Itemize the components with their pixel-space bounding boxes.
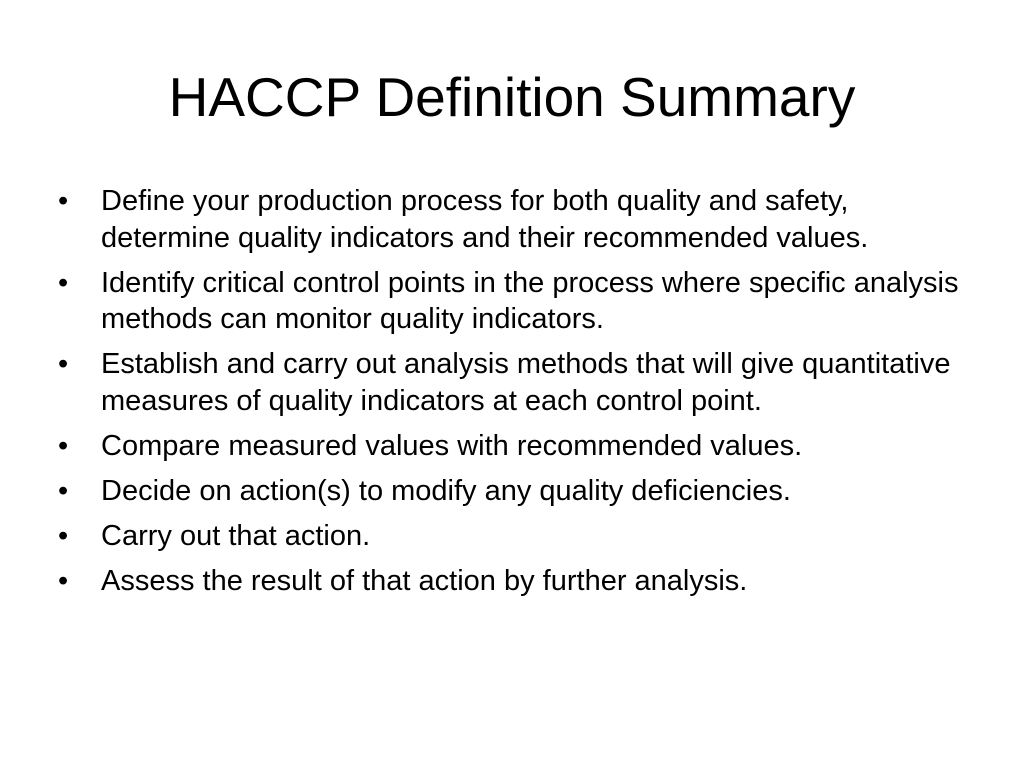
bullet-item xyxy=(58,428,978,465)
bullet-icon: • xyxy=(58,519,69,552)
bullet-icon: • xyxy=(58,474,69,507)
bullet-icon: • xyxy=(58,348,69,380)
bullet-text: Decide on action(s) to modify any quality deficiencies. xyxy=(101,474,791,507)
bullet-icon: • xyxy=(58,266,69,299)
bullet-list xyxy=(58,183,978,608)
bullet-item xyxy=(58,183,978,256)
bullet-item xyxy=(58,346,978,419)
bullet-text: Carry out that action. xyxy=(101,519,371,552)
bullet-item xyxy=(58,563,978,600)
bullet-text: Identify critical control points in the process where specific analysis methods can monitor quality indicators. xyxy=(101,266,959,335)
slide-title: HACCP Definition Summary xyxy=(168,66,856,128)
bullet-item xyxy=(58,473,978,510)
bullet-icon: • xyxy=(58,564,69,597)
bullet-text: Define your production process for both quality and safety, determine quality indicators and their recommended values. xyxy=(101,185,869,254)
bullet-text: Assess the result of that action by further analysis. xyxy=(101,564,748,597)
bullet-icon: • xyxy=(58,185,69,217)
bullet-text: Establish and carry out analysis methods that will give quantitative measures of quality indicators at each control point. xyxy=(101,348,951,417)
bullet-item xyxy=(58,265,978,338)
bullet-item xyxy=(58,518,978,555)
bullet-icon: • xyxy=(58,429,69,462)
bullet-text: Compare measured values with recommended values. xyxy=(101,429,803,462)
